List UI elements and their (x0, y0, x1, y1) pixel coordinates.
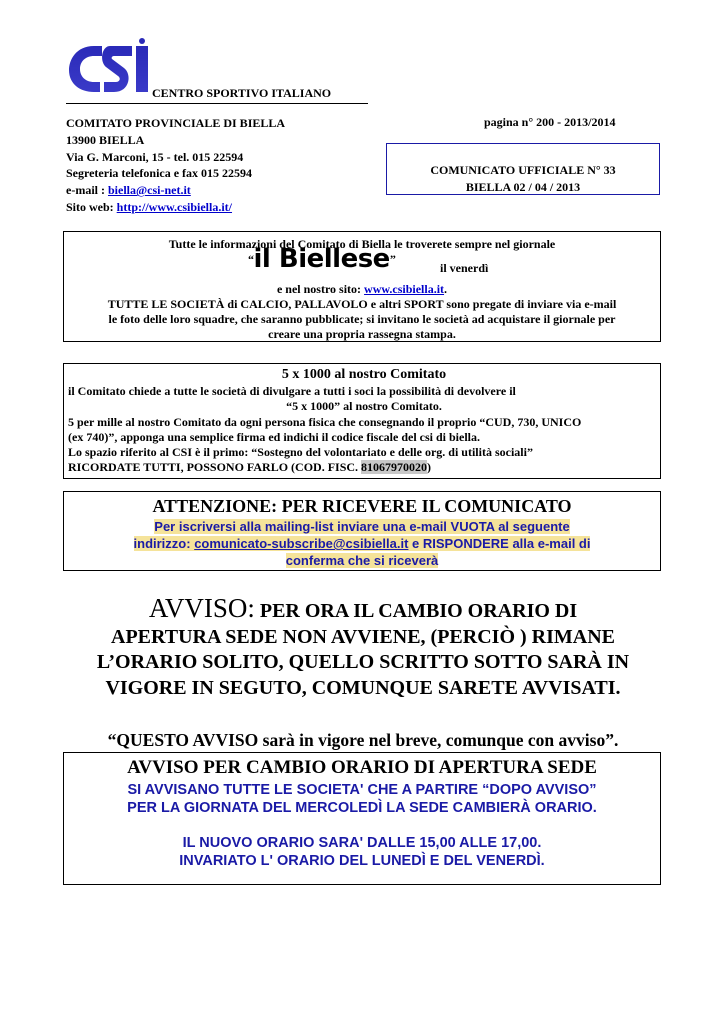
committee-name: COMITATO PROVINCIALE DI BIELLA (66, 116, 286, 130)
avviso-line1: AVVISO: PER ORA IL CAMBIO ORARIO DI (148, 593, 578, 623)
orario-line4: INVARIATO L' ORARIO DEL LUNEDÌ E DEL VENERDÌ. (179, 853, 545, 869)
comunicato-box (386, 143, 660, 195)
giornale-line4: le foto delle loro squadre, che saranno pubblicate; si invitano le società ad acquistare il giornale per (108, 312, 616, 326)
web-link[interactable]: http://www.csibiella.it/ (116, 199, 233, 214)
box-5x1000 (63, 363, 661, 479)
5x1000-line4: (ex 740)”, apponga una semplice firma ed indichi il codice fiscale del csi di biella. (68, 429, 480, 444)
avviso-line4: VIGORE IN SEGUTO, COMUNQUE SARETE AVVISATI. (105, 676, 621, 699)
site-row: e nel nostro sito: www.csibiella.it. (276, 282, 448, 296)
avviso-quote: “QUESTO AVVISO sarà in vigore nel breve, comunque con avviso”. (107, 730, 619, 750)
contact-info (66, 115, 285, 216)
venerdi-text: il venerdì (440, 261, 489, 275)
attenzione-title: ATTENZIONE: PER RICEVERE IL COMUNICATO (152, 496, 572, 516)
org-name: CENTRO SPORTIVO ITALIANO (152, 86, 332, 100)
orario-line2: PER LA GIORNATA DEL MERCOLEDÌ LA SEDE CAMBIERÀ ORARIO. (127, 800, 597, 816)
orario-line1: SI AVVISANO TUTTE LE SOCIETA' CHE A PARTIRE “DOPO AVVISO” (127, 782, 597, 798)
giornale-box (63, 231, 661, 342)
il-biellese-logo: “il Biellese” (248, 244, 396, 274)
comunicato-title: COMUNICATO UFFICIALE N° 33 (430, 163, 616, 177)
web-row (66, 199, 285, 216)
secretariat: Segreteria telefonica e fax 015 22594 (66, 166, 253, 181)
csi-logo (66, 38, 152, 98)
5x1000-line6: RICORDATE TUTTI, POSSONO FARLO (COD. FISC. 81067970020) (68, 460, 432, 475)
attenzione-box (63, 491, 661, 571)
divider (66, 103, 368, 104)
avviso-block (66, 593, 660, 701)
giornale-line3: TUTTE LE SOCIETÀ di CALCIO, PALLAVOLO e altri SPORT sono pregate di inviare via e-mail (107, 297, 617, 311)
5x1000-line2: “5 x 1000” al nostro Comitato. (286, 399, 442, 414)
subscribe-email-link[interactable]: comunicato-subscribe@csibiella.it (194, 536, 409, 551)
5x1000-line3: 5 per mille al nostro Comitato da ogni persona fisica che consegnando il proprio “CUD, 730, UNICO (68, 414, 582, 429)
site-link[interactable]: www.csibiella.it (364, 282, 445, 296)
giornale-line1: Tutte le informazioni del Comitato di Biella le troverete sempre nel giornale (168, 237, 556, 251)
email-label: e-mail : (66, 183, 108, 198)
city: 13900 BIELLA (66, 132, 145, 147)
email-link[interactable]: biella@csi-net.it (107, 183, 191, 198)
address: Via G. Marconi, 15 - tel. 015 22594 (66, 149, 244, 164)
5x1000-line5: Lo spazio riferito al CSI è il primo: “Sostegno del volontariato e delle org. di utilità sociali” (68, 445, 533, 460)
avviso-line3: L’ORARIO SOLITO, QUELLO SCRITTO SOTTO SARÀ IN (96, 651, 630, 673)
web-label: Sito web: (66, 199, 117, 214)
avviso-line2: APERTURA SEDE NON AVVIENE, (PERCIÒ ) RIMANE (111, 625, 615, 648)
5x1000-title: 5 x 1000 al nostro Comitato (281, 367, 447, 382)
giornale-line5: creare una propria rassegna stampa. (268, 327, 456, 341)
codice-fiscale: 81067970020 (361, 460, 428, 475)
5x1000-line1: il Comitato chiede a tutte le società di divulgare a tutti i soci la possibilità di devolvere il (68, 384, 516, 398)
attenzione-text: Per iscriversi alla mailing-list inviare una e-mail VUOTA al seguente indirizzo: comunicato-subscribe@csibiella.it e RISPONDERE alla e-mail di conferma che si riceverà (133, 519, 591, 568)
email-row (66, 182, 285, 199)
orario-line3: IL NUOVO ORARIO SARA' DALLE 15,00 ALLE 17,00. (182, 835, 542, 851)
orario-box (63, 752, 661, 885)
comunicato-date: BIELLA 02 / 04 / 2013 (465, 180, 581, 194)
orario-title: AVVISO PER CAMBIO ORARIO DI APERTURA SEDE (127, 757, 597, 778)
page-number: pagina n° 200 - 2013/2014 (484, 115, 616, 129)
